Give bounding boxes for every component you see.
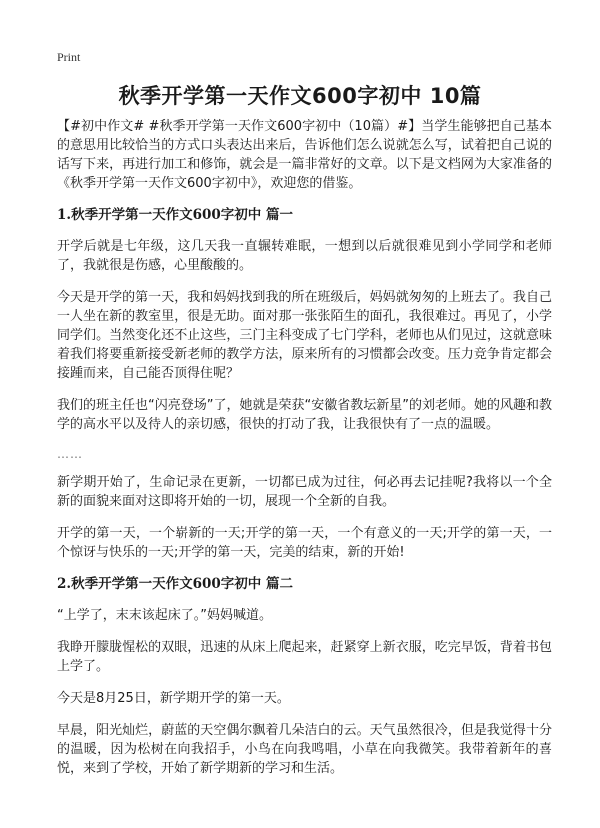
- paragraph: 新学期开始了，生命记录在更新，一切都已成为过往，何必再去记挂呢?我将以一个全新的面貌来面对这即将开始的一切，展现一个全新的自我。: [57, 475, 552, 509]
- paragraph: 早晨，阳光灿烂，蔚蓝的天空偶尔飘着几朵洁白的云。天气虽然很冷，但是我觉得十分的温暖，因为松树在向我招手，小鸟在向我鸣唱，小草在向我微笑。我带着新年的喜悦，来到了学校，开始了新学期新的学习和生活。: [57, 723, 552, 776]
- paragraph: “上学了，末末该起床了。”妈妈喊道。: [57, 608, 272, 623]
- paragraph: 开学后就是七年级，这几天我一直辗转难眠，一想到以后就很难见到小学同学和老师了，我就很是伤感，心里酸酸的。: [57, 239, 552, 273]
- paragraph: 今天是开学的第一天，我和妈妈找到我的所在班级后，妈妈就匆匆的上班去了。我自己一人坐在新的教室里，很是无助。面对那一张张陌生的面孔，我很难过。再见了，小学同学们。当然变化还不止这些，三门主科变成了七门学科，老师也从们见过，这就意味着我们将要重新接受新老师的教学方法，原来所有的习惯都会改变。压力竞争肯定都会接踵而来，自己能否顶得住呢？: [57, 290, 552, 381]
- print-label: Print: [57, 50, 81, 64]
- paragraph: 开学的第一天，一个崭新的一天;开学的第一天，一个有意义的一天;开学的第一天，一个惊讶与快乐的一天;开学的第一天，完美的结束，新的开始!: [57, 526, 552, 560]
- article-body: [57, 117, 552, 791]
- page-title: 秋季开学第一天作文600字初中 10篇: [118, 84, 482, 108]
- section-2: [57, 575, 552, 778]
- section-heading: 1.秋季开学第一天作文600字初中 篇一: [57, 207, 293, 223]
- ellipsis-marker: ……: [57, 447, 83, 461]
- intro-paragraph: 【#初中作文# #秋季开学第一天作文600字初中（10篇）#】当学生能够把自己基本的意思用比较恰当的方式口头表达出来后，告诉他们怎么说就怎么写，试着把自己说的话写下来，再进行加工和修饰，就会是一篇非常好的文章。以下是文档网为大家准备的《秋季开学第一天作文600字初中》，欢迎您的借鉴。: [57, 119, 552, 191]
- paragraph: 今天是8月25日，新学期开学的第一天。: [57, 691, 290, 706]
- section-1: [57, 206, 552, 562]
- section-heading: 2.秋季开学第一天作文600字初中 篇二: [57, 576, 293, 592]
- paragraph: 我睁开朦胧惺松的双眼，迅速的从床上爬起来，赶紧穿上新衣服，吃完早饭，背着书包上学了。: [57, 640, 552, 674]
- paragraph: 我们的班主任也“闪亮登场”了，她就是荣获“安徽省教坛新星”的刘老师。她的风趣和教学的高水平以及待人的亲切感，很快的打动了我，让我很快有了一点的温暖。: [57, 398, 552, 432]
